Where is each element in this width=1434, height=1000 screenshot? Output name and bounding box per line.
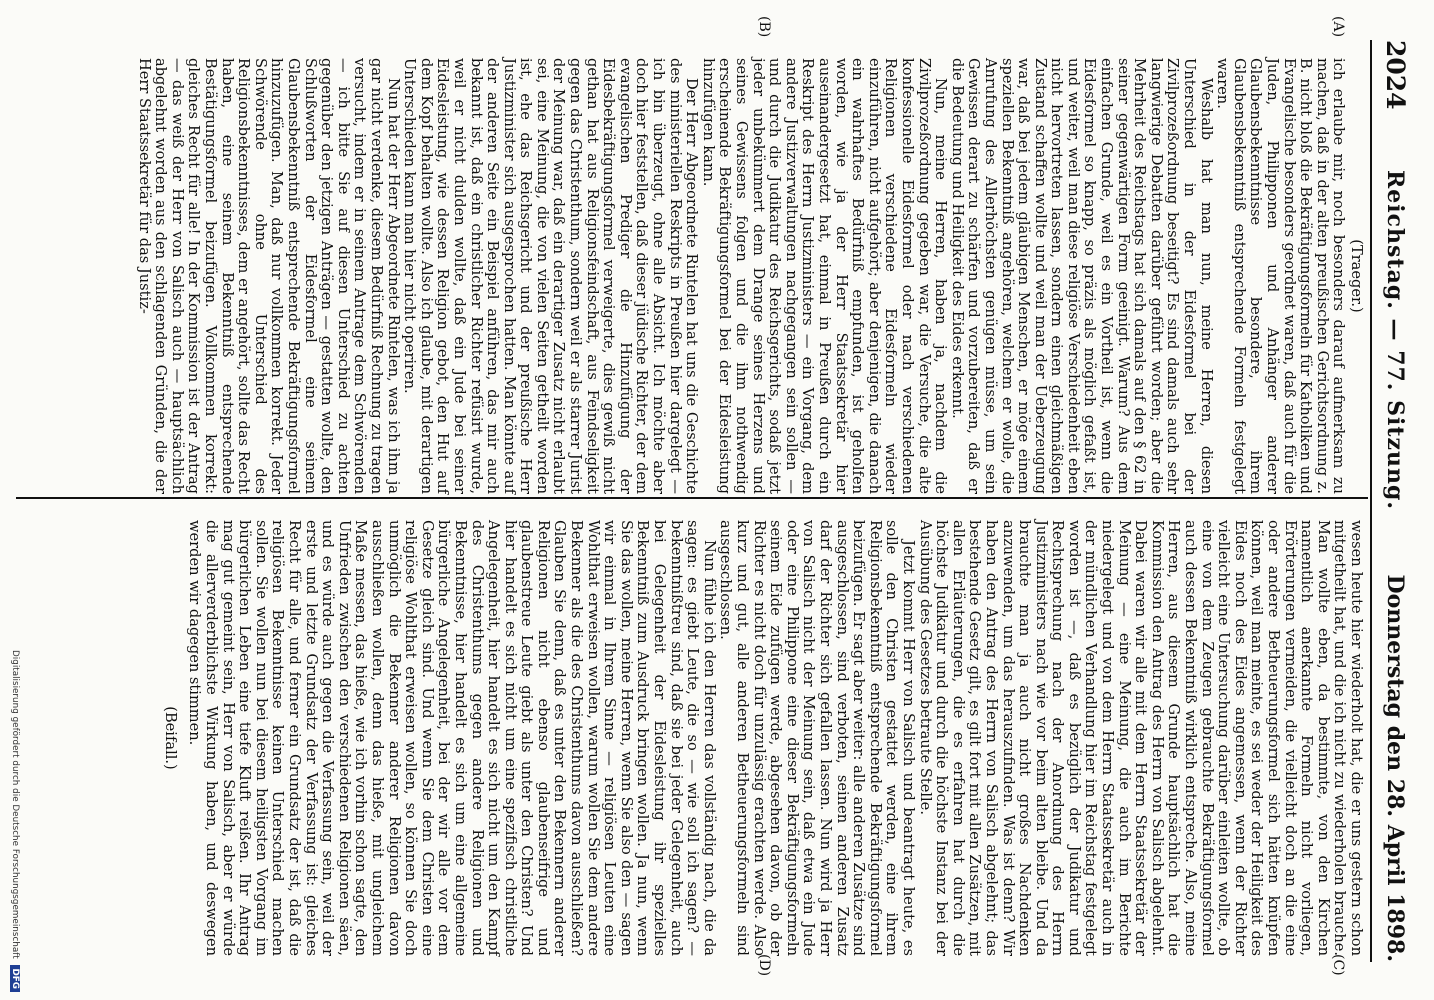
- paragraph: wesen heute hier wiederholt hat, die er uns gestern schon mitgetheilt hat, und die ich nicht zu wiederholen brauche. Man wollte eben, da bestimmte, von den Kirchen namentlich anerkannte Formeln nicht vorliegen, Erörterungen vermeiden, die vielleicht doch an die eine oder andere Betheuerungsformel sich hätten knüpfen können, weil man meinte, es sei weder der Heiligkeit des Eides noch des Eides angemessen, wenn der Richter vielleicht eine Untersuchung darüber einleiten wollte, ob eine von dem Zeugen gebrauchte Bekräftigungsformel auch dessen Bekenntniß wirklich entspreche. Also, meine Herren, aus diesem Grunde hauptsächlich hat die Kommission den Antrag des Herrn von Salisch abgelehnt. Dabei waren wir alle mit dem Herrn Staatssekretär der Meinung — eine Meinung, die auch im Berichte niedergelegt und von dem Herrn Staatssekretär auch in der mündlichen Verhandlung hier im Reichstag festgelegt worden ist —, daß es bezüglich der Judikatur und Rechtsprechung nach der Anordnung des Herrn Justizministers nach wie vor beim alten bleibe. Und da brauchte man ja auch nicht großes Nachdenken anzuwenden, um das herauszufinden. Was ist denn? Wir haben den Antrag des Herrn von Salisch abgelehnt; das bestehende Gesetz gilt, es gilt fort mit allen Zusätzen, mit allen Erläuterungen, die es erfahren hat durch die höchste Judikatur und durch die höchste Instanz bei der Ausübung des Gesetzes betraute Stelle.: [916, 520, 1365, 956]
- paragraph: Nun, meine Herren, haben ja, nachdem die Zivilprozeßordnung gegeben war, die Versuche, die alte konfessionelle Eidesformel oder nach verschiedenen Religionen verschiedene Eidesformeln wieder einzuführen, nicht aufgehört; aber denjenigen, die danach ein wahrhaftes Bedürfniß empfunden, ist geholfen worden, wie ja der Herr Staatssekretär hier auseinandergesetzt hat, einmal in Preußen durch ein Reskript des Herrn Justizministers — ein Vorgang, dem andere Justizverwaltungen nachgegangen sein sollen — und durch die Judikatur des Reichsgerichts, sodaß jetzt jeder unbekümmert dem Drange seines Herzens und seines Gewissens folgen und die ihm nothwendig erscheinende Bekräftigungsformel bei der Eidesleistung hinzufügen kann.: [699, 58, 950, 494]
- margin-mark-a: (A): [1330, 16, 1346, 38]
- running-title: Reichstag. — 77. Sitzung.: [1382, 170, 1408, 511]
- page-number: 2024: [1381, 40, 1410, 110]
- right-column: [161, 520, 1364, 956]
- digitization-credit: [10, 650, 20, 992]
- page-header: [1374, 40, 1414, 962]
- speaker-name: (Traeger.): [1348, 239, 1365, 313]
- session-date: Donnerstag den 28. April 1898.: [1382, 574, 1408, 962]
- dfg-logo-icon: DFG: [10, 965, 20, 992]
- column-divider: [16, 497, 1368, 499]
- margin-mark-d: (D): [756, 954, 772, 977]
- paragraph: Jetzt kommt Herr von Salisch und beantragt heute, es solle den Christen gestattet werden, eine ihrem Religionsbekenntniß entsprechende Bekräftigungsformel beizufügen. Er sagt aber weiter: alle anderen Zusätze sind ausgeschlossen, sind verboten, seinen anderen Zusatz darf der Richter sich gefallen lassen. Nun wird ja Herr von Salisch nicht der Meinung sein, daß etwa ein Jude oder eine Philippone eine dieser Bekräftigungsformeln seinem Eide zufügen werde, abgesehen davon, ob der Richter es nicht doch für unzulässig erachten werde. Also kurz und gut, alle anderen Betheuerungsformeln sind ausgeschlossen.: [717, 520, 917, 956]
- header-rule: [1370, 40, 1372, 962]
- paragraph: Nun fühle ich den Herren das vollständig nach, die da sagen: es giebt Leute, die so — wie soll ich sagen? — bekenntnißtreu sind, daß sie bei jeder Gelegenheit, auch bei Gelegenheit der Eidesleistung ihr spezielles Bekenntniß zum Ausdruck bringen wollen. Ja nun, wenn Sie das wollen, meine Herren, wenn Sie also den — sagen wir einmal in Ihrem Sinne — religiösen Leuten eine Wohlthat erweisen wollen, warum wollen Sie dem andere Bekenner als die des Christenthums davon ausschließen? Glauben Sie denn, daß es unter den Bekennern anderer Religionen nicht ebenso glaubenseifrige und glaubenstreue Leute giebt als unter den Christen? Und hier handelt es sich nicht um eine spezifisch christliche Angelegenheit, hier handelt es sich nicht um den Kampf des Christenthums gegen andere Religionen und Bekenntnisse, hier handelt es sich um eine allgemeine bürgerliche Angelegenheit, bei der wir alle vor dem Gesetze gleich sind. Und wenn Sie dem Christen eine religiöse Wohlthat erweisen wollen, so können Sie doch unmöglich die Bekenner anderer Religionen davon ausschließen wollen, denn das hieße, mit ungleichem Maße messen, das hieße, wie ich vorhin schon sagte, den Unfrieden zwischen den verschiedenen Religionen säen, und es würde auch gegen die Verfassung sein, weil der erste und letzte Grundsatz der Verfassung ist: gleiches Recht für alle, und ferner ein Grundsatz der ist, daß die religiösen Bekenntnisse keinen Unterschied machen sollen. Sie wollen nun bei diesem heiligsten Vorgang im bürgerlichen Leben eine tiefe Kluft reißen. Ihr Antrag mag gut gemeint sein, Herr von Salisch, aber er würde die allerverderblichste Wirkung haben, und deswegen werden wir dagegen stimmen.: [186, 520, 718, 956]
- paragraph: Weshalb hat man nun, meine Herren, diesen Unterschied in der Eidesformel bei der Zivilprozeßordnung beseitigt? Es sind damals auch sehr langwierige Debatten darüber geführt worden; aber die Mehrheit des Reichstags hat sich damals auf den § 62 in seiner gegenwärtigen Form geeinigt. Warum? Aus dem einfachen Grunde, weil es ein Vortheil ist, wenn die Eidesformel so knapp, so präzis als möglich gefaßt ist, und weiter, weil man diese religiöse Verschiedenheit eben nicht hervortreten lassen, sondern einen gleichmäßigen Zustand schaffen wollte und weil man der Ueberzeugung war, daß bei jedem gläubigen Menschen, er möge einem speziellen Bekenntniß angehören, welchem er wolle, die Anrufung des Allerhöchsten genügen müsse, um sein Gewissen derart zu schärfen und vorzubereiten, daß er die Bedeutung und Heiligkeit des Eides erkennt.: [948, 58, 1215, 494]
- paragraph: Nun hat der Herr Abgeordnete Rintelen, was ich ihm ja gar nicht verdenke, diesem Bedürfniß Rechnung zu tragen versucht, indem er in seinem Antrage dem Schwörenden — ich bitte Sie auf diesen Unterschied zu achten gegenüber den jetzigen Anträgen — gestatten wollte, den Schlußworten der Eidesformel eine seinem Glaubensbekenntniß entsprechende Bekräftigungsformel hinzuzufügen. Man, daß nur vollkommen korrekt. Jeder Schwörende ohne Unterschied des Religionsbekenntnisses, dem er angehört, sollte das Recht haben, eine seinem Bekenntniß entsprechende Bestätigungsformel beizufügen. Vollkommen korrekt: gleiches Recht für alle! In der Kommission ist der Antrag — das weiß der Herr von Salisch auch — hauptsächlich abgelehnt worden aus den schlagenden Gründen, die der Herr Staatssekretär für das Justiz-: [135, 58, 402, 494]
- credit-text: Digitalisierung gefördert durch die Deutsche Forschungsgemeinschaft: [10, 650, 20, 959]
- left-column: [135, 58, 1364, 494]
- margin-mark-b: (B): [756, 16, 772, 38]
- paragraph: Der Herr Abgeordnete Rintelen hat uns die Geschichte des ministeriellen Reskripts in Preußen hier dargelegt — ich bin überzeugt, ohne alle Absicht. Ich möchte aber doch hier feststellen, daß dieser jüdische Richter, der dem evangelischen Prediger die Hinzufügung der Eidesbekräftigungsformel verweigerte, dies gewiß nicht gethan hat aus Religionsfeindschaft, aus Feindseligkeit gegen das Christenthum, sondern weil er als starrer Jurist der Meinung war, daß ein derartiger Zusatz nicht erlaubt sei, eine Meinung, die von vielen Seiten getheilt worden ist, ehe das Reichsgericht und der preußische Herr Justizminister sich ausgesprochen hatten. Man könnte auf der anderen Seite ein Beispiel anführen, das mir auch bekannt ist, daß ein christlicher Richter refüsirt wurde, weil er nicht dulden wollte, daß ein Jude bei seiner Eidesleistung, wie dessen Religion gebot, den Hut auf dem Kopf behalten wollte. Also ich glaube, mit derartigen Unterschieden kann man hier nicht operiren.: [401, 58, 701, 494]
- margin-mark-c: (C): [1330, 954, 1346, 976]
- applause-note: (Beifall.): [161, 706, 179, 770]
- paragraph: ich erlaube mir, noch besonders darauf aufmerksam zu machen, daß in der alten preußischen Gerichtsordnung z. B. nicht bloß die Bekräftigungsformeln für Katholiken und Evangelische besonders geordnet waren, daß auch für die Juden, Philipponen und Anhänger anderer Glaubensbekenntnisse besondere, ihrem Glaubensbekenntniß entsprechende Formeln festgelegt waren.: [1214, 58, 1348, 494]
